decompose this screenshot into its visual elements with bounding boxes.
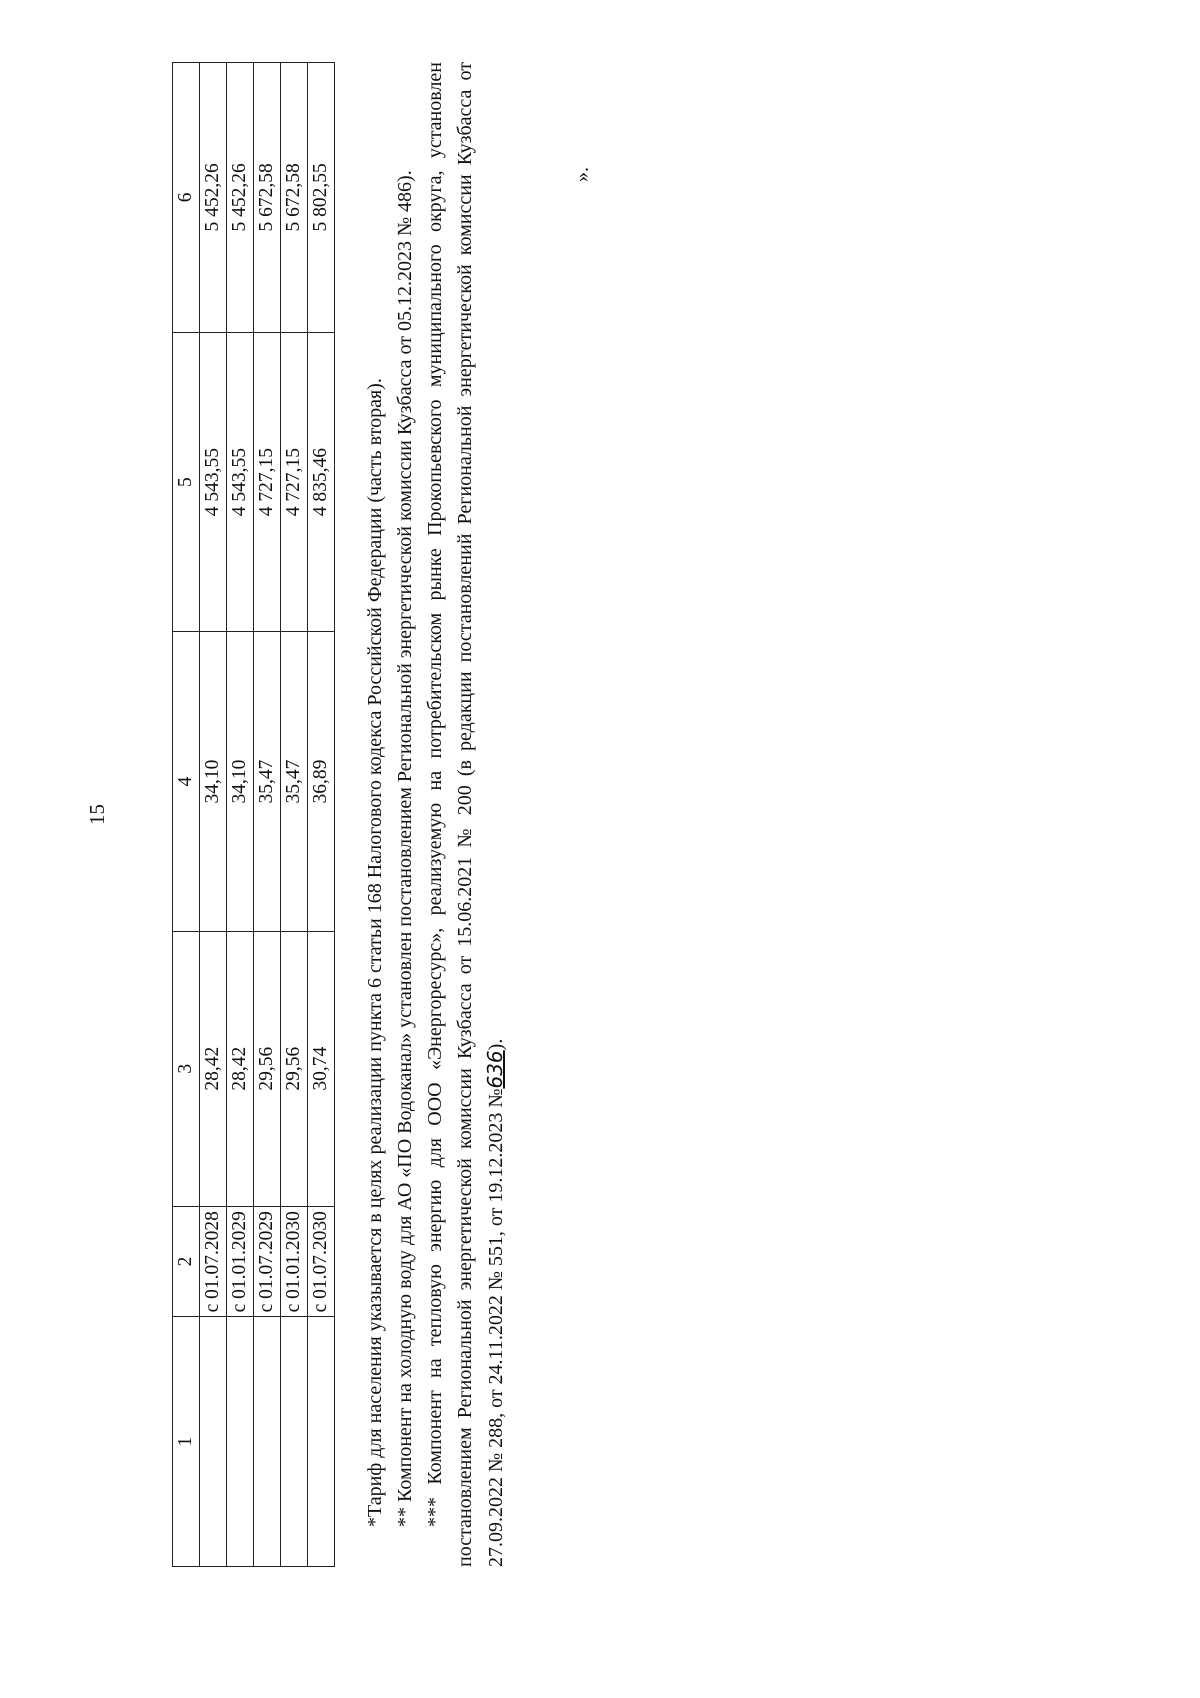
closing-quote: ». [571, 167, 593, 182]
cell-col3: 29,56 [281, 931, 308, 1206]
handwritten-number: 636 [483, 1050, 507, 1089]
cell-col6: 5 672,58 [281, 63, 308, 333]
page-number: 15 [85, 804, 109, 825]
header-col-2: 2 [173, 1206, 200, 1317]
footnote-3-text: *** Компонент на тепловую энергию для ООО «Энергоресурс», реализуемую на потребительском рынке Прокопьевского муниципального округа, установлен постановлением Региональной энергетической комиссии Кузбасса от 15.06.2021 № 200 (в редакции постановлений Региональной энергетической комиссии Кузбасса от 27.09.2022 № 288, от 24.11.2022 № 551, от 19.12.2023 № [424, 62, 507, 1567]
cell-col1 [227, 1317, 254, 1567]
tariff-table [172, 62, 335, 1567]
cell-col5: 4 543,55 [200, 332, 227, 632]
cell-col4: 35,47 [254, 632, 281, 932]
header-col-1: 1 [173, 1317, 200, 1567]
cell-col1 [200, 1317, 227, 1567]
header-col-4: 4 [173, 632, 200, 932]
cell-col6: 5 452,26 [200, 63, 227, 333]
header-col-5: 5 [173, 332, 200, 632]
footnote-2: ** Компонент на холодную воду для АО «ПО Водоканал» установлен постановлением Региональной энергетической комиссии Кузбасса от 05.12.2023 № 486). [394, 170, 416, 1527]
cell-col3: 28,42 [227, 931, 254, 1206]
cell-col6: 5 452,26 [227, 63, 254, 333]
cell-col3: 29,56 [254, 931, 281, 1206]
cell-col3: 28,42 [200, 931, 227, 1206]
cell-period: с 01.01.2029 [227, 1206, 254, 1317]
cell-period: с 01.07.2028 [200, 1206, 227, 1317]
header-col-3: 3 [173, 931, 200, 1206]
header-col-6: 6 [173, 63, 200, 333]
footnote-3 [420, 62, 511, 1567]
cell-col5: 4 835,46 [308, 332, 335, 632]
cell-col4: 34,10 [200, 632, 227, 932]
cell-col6: 5 802,55 [308, 63, 335, 333]
cell-col1 [308, 1317, 335, 1567]
cell-col1 [281, 1317, 308, 1567]
cell-period: с 01.07.2029 [254, 1206, 281, 1317]
cell-col6: 5 672,58 [254, 63, 281, 333]
cell-col5: 4 727,15 [281, 332, 308, 632]
cell-col5: 4 543,55 [227, 332, 254, 632]
cell-col1 [254, 1317, 281, 1567]
table-header-row [173, 63, 200, 1567]
cell-col3: 30,74 [308, 931, 335, 1206]
table-row [281, 63, 308, 1567]
footnote-1: *Тариф для населения указывается в целях реализации пункта 6 статьи 168 Налогового кодекса Российской Федерации (часть вторая). [364, 378, 386, 1527]
cell-period: с 01.01.2030 [281, 1206, 308, 1317]
rotated-page-content [85, 62, 665, 1567]
cell-col4: 35,47 [281, 632, 308, 932]
cell-col5: 4 727,15 [254, 332, 281, 632]
cell-period: с 01.07.2030 [308, 1206, 335, 1317]
table-row [227, 63, 254, 1567]
cell-col4: 36,89 [308, 632, 335, 932]
table-row [200, 63, 227, 1567]
footnote-3-end: ). [485, 1038, 507, 1051]
table-row [254, 63, 281, 1567]
cell-col4: 34,10 [227, 632, 254, 932]
table-row [308, 63, 335, 1567]
footnotes [360, 62, 511, 1567]
